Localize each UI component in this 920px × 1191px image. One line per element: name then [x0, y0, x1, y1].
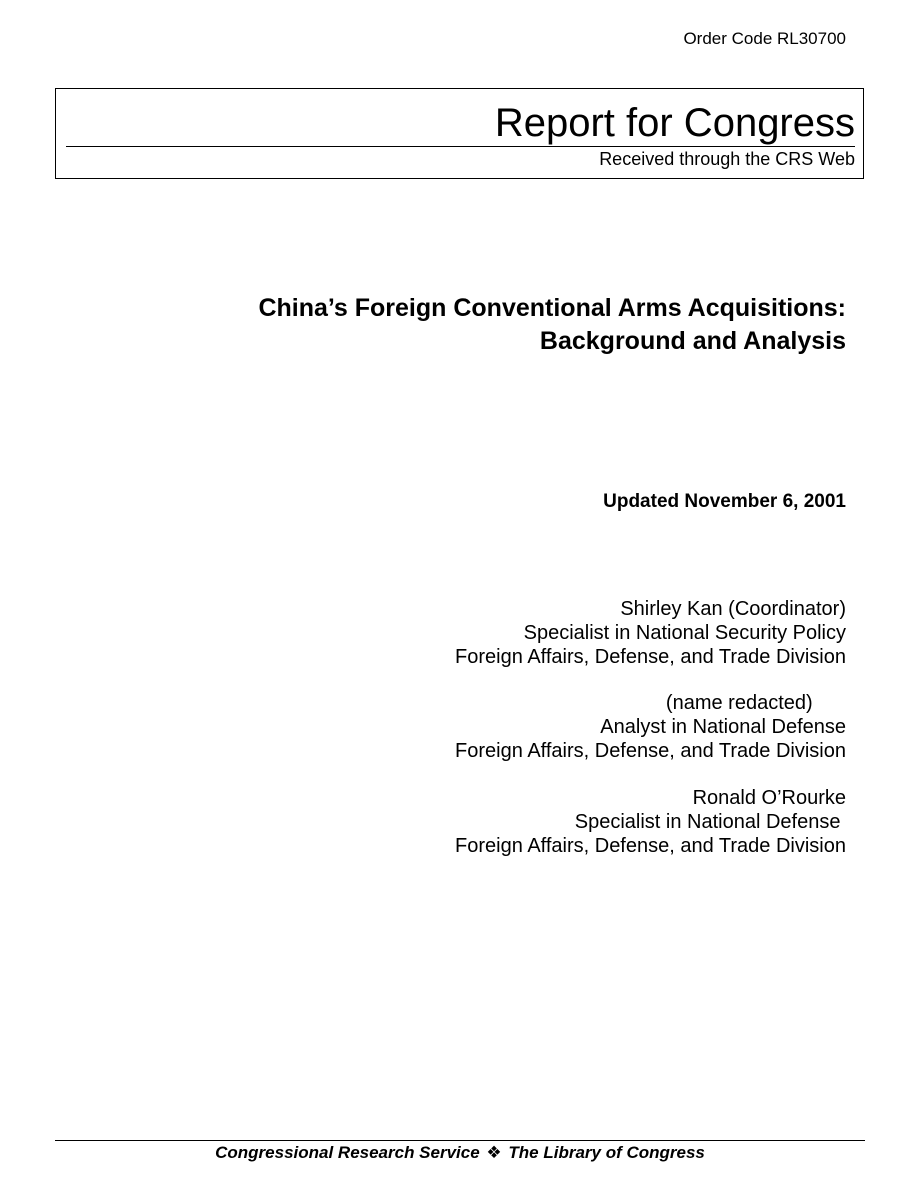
diamond-icon: ❖ [486, 1143, 502, 1162]
author-division: Foreign Affairs, Defense, and Trade Division [455, 835, 846, 857]
order-code: Order Code RL30700 [683, 29, 846, 48]
header-divider [66, 146, 855, 147]
report-title-line-1: China’s Foreign Conventional Arms Acquisitions: [258, 294, 846, 322]
report-header-subtitle: Received through the CRS Web [599, 149, 855, 169]
author-division: Foreign Affairs, Defense, and Trade Division [455, 646, 846, 668]
author-position: Specialist in National Defense [574, 811, 846, 833]
footer-right: The Library of Congress [508, 1143, 705, 1162]
footer-left: Congressional Research Service [215, 1143, 480, 1162]
footer [0, 1143, 920, 1163]
report-title-line-2: Background and Analysis [539, 327, 846, 355]
author-block [455, 691, 846, 763]
author-position: Specialist in National Security Policy [523, 622, 846, 644]
author-name: (name redacted) [665, 692, 846, 714]
report-title [258, 292, 846, 358]
author-position: Analyst in National Defense [600, 716, 846, 738]
updated-date: Updated November 6, 2001 [603, 491, 846, 512]
report-header-box [55, 88, 864, 179]
author-name: Ronald O’Rourke [692, 787, 846, 809]
author-division: Foreign Affairs, Defense, and Trade Division [455, 740, 846, 762]
author-block [455, 786, 846, 858]
report-header-title: Report for Congress [494, 101, 855, 145]
footer-divider [55, 1140, 865, 1141]
author-block [455, 597, 846, 669]
author-name: Shirley Kan (Coordinator) [620, 598, 846, 620]
